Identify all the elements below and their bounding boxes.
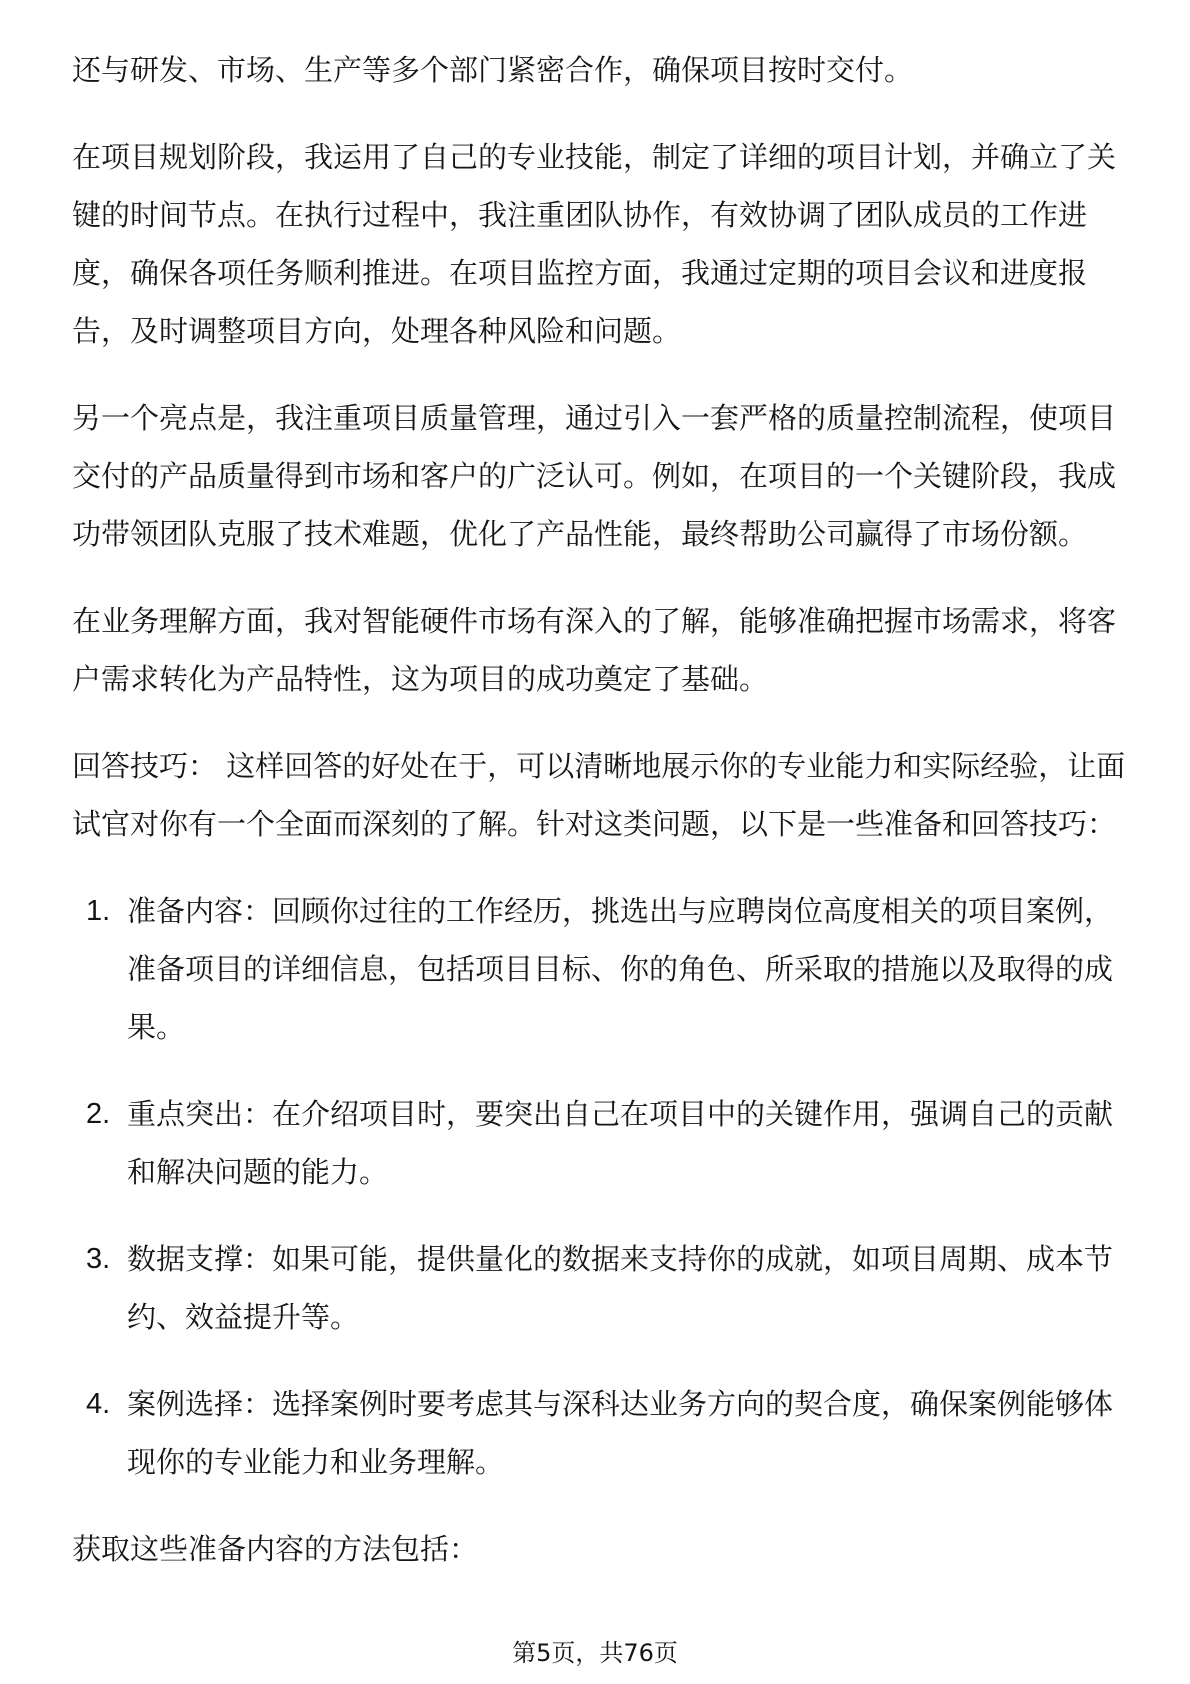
list-item-text: 准备内容：回顾你过往的工作经历，挑选出与应聘岗位高度相关的项目案例，准备项目的详细信息，包括项目目标、你的角色、所采取的措施以及取得的成果。	[127, 894, 1114, 1044]
paragraph-business-understanding: 在业务理解方面，我对智能硬件市场有深入的了解，能够准确把握市场需求，将客户需求转化为产品特性，这为项目的成功奠定了基础。	[72, 604, 1117, 696]
paragraph-quality-management: 另一个亮点是，我注重项目质量管理，通过引入一套严格的质量控制流程，使项目交付的产品质量得到市场和客户的广泛认可。例如，在项目的一个关键阶段，我成功带领团队克服了技术难题，优化了产品性能，最终帮助公司赢得了市场份额。	[72, 401, 1117, 551]
list-item-number: 4.	[86, 1388, 111, 1420]
list-item-text: 重点突出：在介绍项目时，要突出自己在项目中的关键作用，强调自己的贡献和解决问题的能力。	[127, 1097, 1114, 1189]
list-item-text: 数据支撑：如果可能，提供量化的数据来支持你的成就，如项目周期、成本节约、效益提升等。	[127, 1242, 1114, 1334]
tips-list	[72, 882, 1130, 1491]
list-item	[72, 882, 1130, 1056]
list-item-number: 2.	[86, 1098, 111, 1130]
paragraph-answer-tips: 回答技巧： 这样回答的好处在于，可以清晰地展示你的专业能力和实际经验，让面试官对你有一个全面而深刻的了解。针对这类问题，以下是一些准备和回答技巧：	[72, 749, 1126, 841]
document-body	[72, 41, 1130, 1578]
paragraph-project-execution: 在项目规划阶段，我运用了自己的专业技能，制定了详细的项目计划，并确立了关键的时间节点。在执行过程中，我注重团队协作，有效协调了团队成员的工作进度，确保各项任务顺利推进。在项目监控方面，我通过定期的项目会议和进度报告，及时调整项目方向，处理各种风险和问题。	[72, 140, 1117, 348]
list-item-text: 案例选择：选择案例时要考虑其与深科达业务方向的契合度，确保案例能够体现你的专业能力和业务理解。	[127, 1387, 1114, 1479]
list-item	[72, 1085, 1130, 1201]
list-item	[72, 1375, 1130, 1491]
list-item-number: 1.	[86, 895, 111, 927]
page-footer	[0, 1636, 1190, 1670]
page-indicator: 第5页，共76页	[512, 1639, 678, 1667]
paragraph-cross-team-collaboration: 还与研发、市场、生产等多个部门紧密合作，确保项目按时交付。	[72, 53, 914, 87]
list-item-number: 3.	[86, 1243, 111, 1275]
paragraph-preparation-methods: 获取这些准备内容的方法包括：	[72, 1532, 479, 1566]
list-item	[72, 1230, 1130, 1346]
